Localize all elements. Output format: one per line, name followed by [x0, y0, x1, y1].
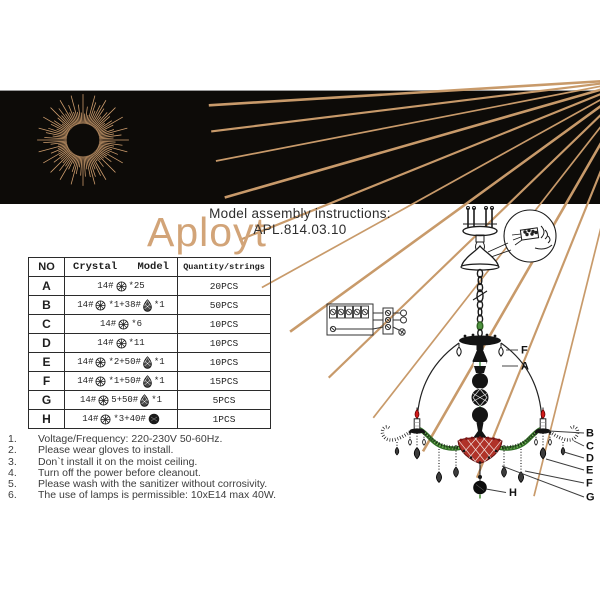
row-letter: F	[29, 372, 65, 391]
row-model: 14# 5+50# *1	[65, 391, 178, 410]
row-model: 14# *1+38# *1	[65, 296, 178, 315]
diagram-label-c: C	[586, 440, 594, 453]
row-quantity: 1PCS	[178, 410, 271, 429]
row-letter: H	[29, 410, 65, 429]
row-quantity: 15PCS	[178, 372, 271, 391]
drop-crystal-icon	[140, 394, 149, 407]
instruction-item: 3. Don`t install it on the moist ceiling.	[8, 455, 198, 468]
central-column	[468, 345, 492, 443]
round-crystal-icon	[95, 376, 106, 387]
row-model: 14# *6	[65, 315, 178, 334]
round-crystal-icon	[95, 300, 106, 311]
table-row	[29, 315, 271, 334]
ball-crystal-icon	[148, 413, 160, 425]
row-model: 14# *11	[65, 334, 178, 353]
table-row	[29, 334, 271, 353]
round-crystal-icon	[98, 395, 109, 406]
wire-connection-detail-icon	[488, 210, 556, 262]
instruction-item: 2. Please wear gloves to install.	[8, 444, 174, 457]
candle-right	[535, 408, 552, 434]
row-quantity: 10PCS	[178, 334, 271, 353]
row-quantity: 20PCS	[178, 277, 271, 296]
crystal-strand-left	[417, 343, 459, 426]
instruction-item: 4. Turn off the power before cleanout.	[8, 466, 201, 479]
row-letter: G	[29, 391, 65, 410]
red-bead-basket	[455, 433, 505, 481]
diagram-label-f: F	[586, 477, 593, 490]
rays-decoration-icon	[300, 91, 600, 204]
brand-name: Aployt	[147, 209, 267, 255]
parts-table	[28, 257, 271, 429]
round-crystal-icon	[118, 319, 129, 330]
canopy-and-chain	[461, 246, 499, 339]
row-letter: E	[29, 353, 65, 372]
row-quantity: 50PCS	[178, 296, 271, 315]
instructions-list	[8, 434, 398, 502]
row-model: 14# *2+50# *1	[65, 353, 178, 372]
starburst-logo-icon	[32, 89, 134, 191]
diagram-label-b: B	[586, 427, 594, 440]
candle-left	[409, 408, 426, 434]
table-row	[29, 391, 271, 410]
table-row	[29, 277, 271, 296]
instruction-item: 6. The use of lamps is permissible: 10xE14 max 40W.	[8, 489, 277, 502]
round-crystal-icon	[116, 338, 127, 349]
round-crystal-icon	[100, 414, 111, 425]
row-model: 14# *3+40#	[65, 410, 178, 429]
header-model: Crystal Model	[65, 258, 178, 277]
diagram-label-g: G	[586, 491, 595, 504]
diagram-label-a: A	[521, 360, 529, 373]
leader-lines	[486, 350, 584, 497]
table-row	[29, 296, 271, 315]
ceiling-mount	[463, 207, 497, 252]
bottom-ball	[473, 481, 487, 499]
drop-crystal-icon	[143, 356, 152, 369]
drop-crystal-icon	[143, 375, 152, 388]
round-crystal-icon	[95, 357, 106, 368]
row-letter: B	[29, 296, 65, 315]
row-letter: A	[29, 277, 65, 296]
model-number: APL.814.03.10	[253, 222, 347, 237]
table-row	[29, 353, 271, 372]
chandelier-diagram	[375, 200, 600, 510]
header-quantity: Quantity/strings	[178, 258, 271, 277]
instruction-item: 1. Voltage/Frequency: 220-230V 50-60Hz.	[8, 433, 223, 445]
table-header-row	[29, 258, 271, 277]
row-model: 14# *1+50# *1	[65, 372, 178, 391]
row-letter: D	[29, 334, 65, 353]
instruction-item: 5. Please wash with the sanitizer without corrosivity.	[8, 478, 268, 491]
table-row	[29, 372, 271, 391]
diagram-label-h: H	[509, 487, 517, 499]
row-letter: C	[29, 315, 65, 334]
diagram-label-f-top: F	[521, 344, 528, 357]
row-model: 14# *25	[65, 277, 178, 296]
page-title: Model assembly instructions:	[209, 206, 391, 221]
row-quantity: 10PCS	[178, 353, 271, 372]
drop-crystal-icon	[143, 299, 152, 312]
round-crystal-icon	[116, 281, 127, 292]
row-quantity: 5PCS	[178, 391, 271, 410]
row-quantity: 10PCS	[178, 315, 271, 334]
header-no: NO	[29, 258, 65, 277]
table-row	[29, 410, 271, 429]
diagram-label-e: E	[586, 464, 594, 477]
diagram-label-d: D	[586, 452, 594, 465]
